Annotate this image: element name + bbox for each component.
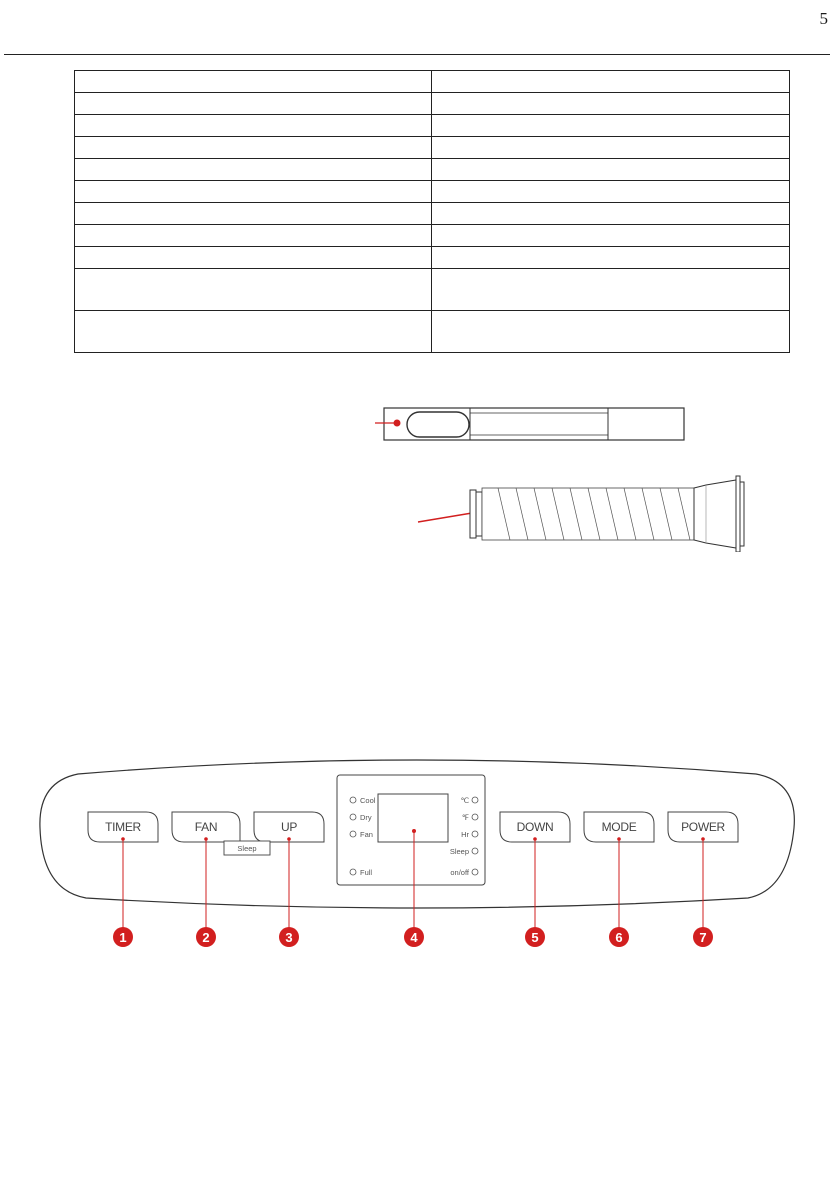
down-button-label: DOWN — [516, 820, 554, 834]
header-rule — [4, 54, 830, 55]
callout-number: 4 — [410, 930, 418, 945]
exhaust-hose-figure — [414, 470, 754, 552]
display-panel — [337, 775, 485, 885]
spec-table-cell — [75, 137, 432, 159]
indicator-led — [472, 831, 478, 837]
callout-number: 3 — [285, 930, 293, 945]
callout-number: 7 — [699, 930, 707, 945]
spec-table-row — [75, 137, 790, 159]
spec-table-cell — [431, 269, 789, 311]
spec-table-row — [75, 311, 790, 353]
spec-table-cell — [75, 269, 432, 311]
spec-table-cell — [75, 181, 432, 203]
indicator-label: Cool — [360, 796, 376, 805]
spec-table-row — [75, 71, 790, 93]
spec-table-cell — [431, 203, 789, 225]
page-number: 5 — [819, 9, 828, 28]
indicator-label: Sleep — [449, 847, 469, 856]
callout-number: 6 — [615, 930, 623, 945]
spec-table-cell — [431, 71, 789, 93]
spec-table-cell — [431, 137, 789, 159]
spec-table-row — [75, 247, 790, 269]
spec-table-cell — [431, 159, 789, 181]
spec-table-row — [75, 159, 790, 181]
up-button-label: UP — [280, 820, 298, 834]
indicator-led — [350, 831, 356, 837]
spec-table-cell — [431, 115, 789, 137]
spec-table-row — [75, 203, 790, 225]
spec-table-cell — [75, 203, 432, 225]
spec-table-cell — [431, 311, 789, 353]
callout-number: 1 — [119, 930, 127, 945]
window-slider-figure — [360, 398, 690, 446]
indicator-label: Hr — [461, 830, 469, 839]
spec-table-cell — [75, 311, 432, 353]
indicator-label: ℉ — [461, 813, 469, 822]
callout-number: 2 — [202, 930, 210, 945]
full-indicator-label: Full — [360, 868, 373, 877]
indicator-led — [350, 797, 356, 803]
spec-table — [74, 70, 790, 353]
spec-table-cell — [75, 159, 432, 181]
spec-table-row — [75, 115, 790, 137]
spec-table-cell — [431, 181, 789, 203]
control-panel — [38, 750, 796, 960]
indicator-label: Dry — [360, 813, 372, 822]
timer-button-label: TIMER — [105, 820, 141, 834]
indicator-led — [350, 814, 356, 820]
spec-table-cell — [431, 93, 789, 115]
spec-table-row — [75, 181, 790, 203]
indicator-label: ℃ — [460, 796, 469, 805]
spec-table-cell — [75, 71, 432, 93]
indicator-label: Fan — [360, 830, 373, 839]
spec-table-cell — [75, 93, 432, 115]
power-button-label: POWER — [681, 820, 725, 834]
fan-button-label: FAN — [194, 820, 218, 834]
spec-table-cell — [75, 225, 432, 247]
spec-table-cell — [75, 115, 432, 137]
spec-table-cell — [431, 247, 789, 269]
indicator-led — [472, 797, 478, 803]
spec-table-row — [75, 269, 790, 311]
indicator-led — [472, 814, 478, 820]
spec-table-cell — [75, 247, 432, 269]
sleep-label: Sleep — [237, 844, 257, 853]
indicator-led — [472, 848, 478, 854]
spec-table-cell — [431, 225, 789, 247]
spec-table-row — [75, 93, 790, 115]
mode-button-label: MODE — [601, 820, 637, 834]
onoff-indicator-label: on/off — [450, 868, 469, 877]
spec-table-row — [75, 225, 790, 247]
callout-number: 5 — [531, 930, 539, 945]
